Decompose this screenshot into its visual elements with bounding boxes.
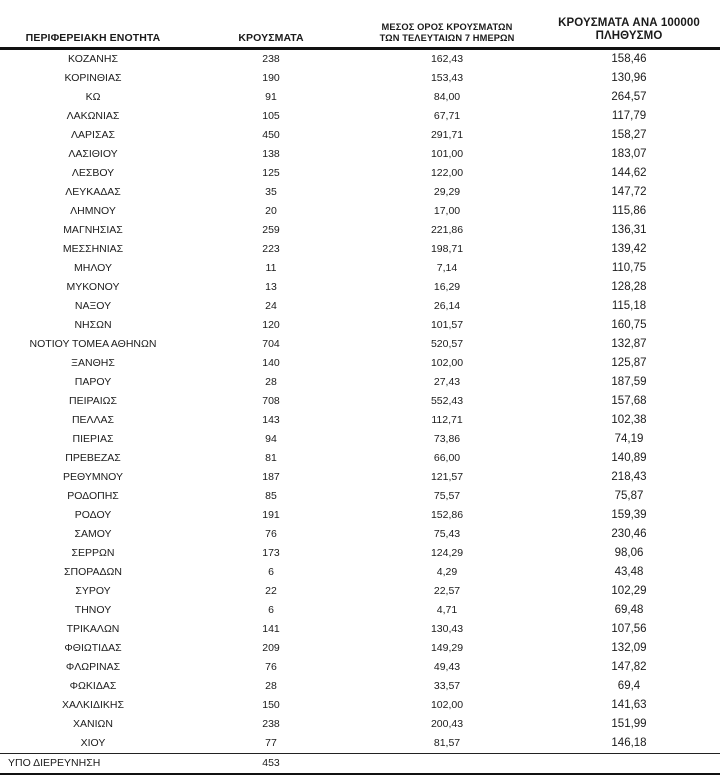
table-row (0, 677, 720, 696)
region-cell: ΛΑΣΙΘΙΟΥ (68, 148, 118, 160)
per100k-cell: 230,46 (611, 528, 647, 540)
region-cell: ΛΑΡΙΣΑΣ (71, 129, 115, 141)
per100k-cell: 139,42 (611, 243, 647, 255)
table-row (0, 107, 720, 126)
per100k-cell: 140,89 (611, 452, 647, 464)
per100k-cell: 74,19 (614, 433, 644, 445)
table-row (0, 126, 720, 145)
per100k-cell: 187,59 (611, 376, 647, 388)
table-row (0, 544, 720, 563)
region-cell: ΠΕΛΛΑΣ (71, 414, 115, 426)
cases-cell: 22 (265, 585, 277, 597)
region-cell: ΤΗΝΟΥ (74, 604, 112, 616)
table-row (0, 392, 720, 411)
region-cell: ΣΠΟΡΑΔΩΝ (64, 566, 122, 578)
avg7-cell: 122,00 (430, 167, 464, 179)
per100k-cell: 130,96 (611, 72, 647, 84)
header-region-label: ΠΕΡΙΦΕΡΕΙΑΚΗ ΕΝΟΤΗΤΑ (25, 31, 161, 44)
region-cell: ΜΗΛΟΥ (74, 262, 112, 274)
cases-cell: 85 (265, 490, 277, 502)
cases-cell: 143 (262, 414, 280, 426)
table-row (0, 164, 720, 183)
region-cell: ΛΗΜΝΟΥ (70, 205, 116, 217)
cases-cell: 76 (265, 528, 277, 540)
avg7-cell: 291,71 (430, 129, 464, 141)
per100k-cell: 218,43 (611, 471, 647, 483)
avg7-cell: 75,43 (433, 528, 461, 540)
region-cell: ΞΑΝΘΗΣ (71, 357, 115, 369)
per100k-cell (538, 754, 720, 775)
region-cell: ΛΕΣΒΟΥ (71, 167, 115, 179)
table-row (0, 69, 720, 88)
avg7-cell: 33,57 (433, 680, 461, 692)
per100k-cell: 141,63 (611, 699, 647, 711)
avg7-cell: 124,29 (430, 547, 464, 559)
cases-cell: 238 (262, 53, 280, 65)
table-row (0, 145, 720, 164)
cases-cell: 150 (262, 699, 280, 711)
table-row (0, 259, 720, 278)
cases-cell: 20 (265, 205, 277, 217)
region-cell: ΠΕΙΡΑΙΩΣ (69, 395, 117, 407)
avg7-cell: 81,57 (433, 737, 461, 749)
table-row (0, 601, 720, 620)
table-row (0, 278, 720, 297)
per100k-cell: 110,75 (611, 262, 647, 274)
cases-cell: 450 (262, 129, 280, 141)
table-row (0, 639, 720, 658)
table-row (0, 88, 720, 107)
header-avg7-line2: ΤΩΝ ΤΕΛΕΥΤΑΙΩΝ 7 ΗΜΕΡΩΝ (379, 33, 515, 44)
table-row (0, 373, 720, 392)
header-avg7-line1: ΜΕΣΟΣ ΟΡΟΣ ΚΡΟΥΣΜΑΤΩΝ (381, 22, 513, 33)
cases-cell: 191 (262, 509, 280, 521)
avg7-cell: 75,57 (433, 490, 461, 502)
per100k-cell: 264,57 (611, 91, 647, 103)
avg7-cell: 16,29 (433, 281, 461, 293)
avg7-cell: 66,00 (433, 452, 461, 464)
cases-cell: 77 (265, 737, 277, 749)
avg7-cell: 130,43 (430, 623, 464, 635)
region-cell: ΦΩΚΙΔΑΣ (69, 680, 117, 692)
per100k-cell: 132,87 (611, 338, 647, 350)
cases-cell: 125 (262, 167, 280, 179)
per100k-cell: 69,4 (617, 680, 641, 692)
per100k-cell: 144,62 (611, 167, 647, 179)
header-cases (186, 0, 356, 49)
table-row (0, 734, 720, 754)
region-cell: ΣΕΡΡΩΝ (71, 547, 115, 559)
table-row (0, 411, 720, 430)
region-cell: ΛΕΥΚΑΔΑΣ (65, 186, 121, 198)
per100k-cell: 98,06 (614, 547, 644, 559)
header-region (0, 0, 186, 49)
avg7-cell: 27,43 (433, 376, 461, 388)
region-cell: ΝΗΣΩΝ (74, 319, 112, 331)
cases-cell: 238 (262, 718, 280, 730)
table-row (0, 202, 720, 221)
avg7-cell: 73,86 (433, 433, 461, 445)
per100k-cell: 75,87 (614, 490, 644, 502)
per100k-cell: 157,68 (611, 395, 647, 407)
header-cases-label: ΚΡΟΥΣΜΑΤΑ (238, 31, 304, 44)
avg7-cell: 221,86 (430, 224, 464, 236)
table-row (0, 563, 720, 582)
cases-cell: 187 (262, 471, 280, 483)
table-row (0, 525, 720, 544)
cases-cell: 453 (186, 754, 356, 775)
table-row (0, 620, 720, 639)
avg7-cell: 4,29 (436, 566, 458, 578)
per100k-cell: 183,07 (611, 148, 647, 160)
avg7-cell: 520,57 (430, 338, 464, 350)
region-cell: ΠΑΡΟΥ (74, 376, 112, 388)
avg7-cell: 121,57 (430, 471, 464, 483)
table-body (0, 49, 720, 775)
region-cell: ΛΑΚΩΝΙΑΣ (66, 110, 120, 122)
avg7-cell: 152,86 (430, 509, 464, 521)
per100k-cell: 151,99 (611, 718, 647, 730)
per100k-cell: 159,39 (611, 509, 647, 521)
region-cell: ΧΙΟΥ (80, 737, 106, 749)
per100k-cell: 128,28 (611, 281, 647, 293)
per100k-cell: 147,82 (611, 661, 647, 673)
avg7-cell: 112,71 (431, 414, 463, 426)
per100k-cell: 43,48 (614, 566, 644, 578)
per100k-cell: 158,27 (611, 129, 647, 141)
cases-cell: 190 (262, 72, 280, 84)
avg7-cell: 102,00 (430, 357, 464, 369)
region-cell: ΚΩ (85, 91, 101, 103)
region-cell: ΠΡΕΒΕΖΑΣ (65, 452, 121, 464)
avg7-cell: 101,57 (430, 319, 464, 331)
cases-cell: 704 (262, 338, 280, 350)
region-cell: ΜΥΚΟΝΟΥ (66, 281, 120, 293)
cases-cell: 91 (265, 91, 277, 103)
per100k-cell: 115,86 (611, 205, 647, 217)
per100k-cell: 107,56 (611, 623, 647, 635)
region-cell: ΧΑΛΚΙΔΙΚΗΣ (62, 699, 124, 711)
table-row (0, 582, 720, 601)
table-row (0, 468, 720, 487)
avg7-cell: 153,43 (430, 72, 464, 84)
table-row (0, 449, 720, 468)
avg7-cell (356, 754, 538, 775)
region-cell: ΡΕΘΥΜΝΟΥ (62, 471, 123, 483)
header-row (0, 0, 720, 49)
footer-row (0, 754, 720, 775)
region-cell: ΦΘΙΩΤΙΔΑΣ (64, 642, 122, 654)
per100k-cell: 146,18 (611, 737, 647, 749)
cases-cell: 76 (265, 661, 277, 673)
cases-cell: 24 (265, 300, 277, 312)
per100k-cell: 136,31 (611, 224, 647, 236)
table-row (0, 316, 720, 335)
per100k-cell: 158,46 (611, 53, 647, 65)
per100k-cell: 160,75 (611, 319, 647, 331)
per100k-cell: 69,48 (614, 604, 644, 616)
region-cell: ΜΑΓΝΗΣΙΑΣ (63, 224, 123, 236)
per100k-cell: 117,79 (611, 110, 647, 122)
cases-cell: 708 (262, 395, 280, 407)
table-row (0, 658, 720, 677)
cases-cell: 28 (265, 680, 277, 692)
avg7-cell: 26,14 (433, 300, 461, 312)
table-row (0, 221, 720, 240)
region-cell: ΥΠΟ ΔΙΕΡΕΥΝΗΣΗ (0, 754, 186, 775)
region-cell: ΝΑΞΟΥ (74, 300, 112, 312)
region-cell: ΝΟΤΙΟΥ ΤΟΜΕΑ ΑΘΗΝΩΝ (29, 338, 157, 350)
cases-cell: 120 (262, 319, 280, 331)
region-cell: ΡΟΔΟΥ (74, 509, 112, 521)
region-cell: ΚΟΖΑΝΗΣ (68, 53, 118, 65)
table-row (0, 696, 720, 715)
region-cell: ΦΛΩΡΙΝΑΣ (65, 661, 121, 673)
cases-cell: 138 (262, 148, 280, 160)
table-row (0, 335, 720, 354)
cases-cell: 35 (265, 186, 277, 198)
cases-cell: 13 (265, 281, 277, 293)
cases-cell: 259 (262, 224, 280, 236)
cases-cell: 209 (262, 642, 280, 654)
table-row (0, 183, 720, 202)
header-avg7 (356, 0, 538, 49)
per100k-cell: 115,18 (611, 300, 647, 312)
cases-cell: 105 (262, 110, 280, 122)
table-row (0, 240, 720, 259)
header-per100k (538, 0, 720, 49)
region-cell: ΠΙΕΡΙΑΣ (72, 433, 114, 445)
header-per100k-line2: ΠΛΗΘΥΣΜΟ (595, 30, 663, 43)
table-header (0, 0, 720, 49)
cases-cell: 94 (265, 433, 277, 445)
table-row (0, 430, 720, 449)
avg7-cell: 29,29 (433, 186, 461, 198)
avg7-cell: 552,43 (430, 395, 464, 407)
cases-cell: 11 (265, 262, 277, 274)
avg7-cell: 84,00 (433, 91, 461, 103)
avg7-cell: 4,71 (436, 604, 458, 616)
per100k-cell: 102,38 (611, 414, 647, 426)
cases-cell: 223 (262, 243, 280, 255)
cases-cell: 28 (265, 376, 277, 388)
cases-cell: 6 (268, 604, 274, 616)
avg7-cell: 102,00 (430, 699, 464, 711)
region-cell: ΧΑΝΙΩΝ (73, 718, 113, 730)
table-row (0, 354, 720, 373)
cases-cell: 81 (265, 452, 277, 464)
region-cell: ΣΑΜΟΥ (74, 528, 112, 540)
per100k-cell: 125,87 (611, 357, 647, 369)
per100k-cell: 147,72 (611, 186, 647, 198)
avg7-cell: 101,00 (430, 148, 464, 160)
cases-cell: 6 (268, 566, 274, 578)
avg7-cell: 200,43 (430, 718, 464, 730)
table-row (0, 297, 720, 316)
avg7-cell: 198,71 (430, 243, 464, 255)
avg7-cell: 162,43 (430, 53, 464, 65)
table-row (0, 49, 720, 70)
region-cell: ΣΥΡΟΥ (75, 585, 111, 597)
avg7-cell: 67,71 (433, 110, 461, 122)
table-row (0, 487, 720, 506)
header-per100k-line1: ΚΡΟΥΣΜΑΤΑ ΑΝΑ 100000 (558, 16, 700, 29)
avg7-cell: 17,00 (433, 205, 461, 217)
region-cell: ΤΡΙΚΑΛΩΝ (66, 623, 120, 635)
table-row (0, 715, 720, 734)
region-cell: ΜΕΣΣΗΝΙΑΣ (62, 243, 124, 255)
cases-cell: 140 (262, 357, 280, 369)
region-cell: ΡΟΔΟΠΗΣ (67, 490, 119, 502)
cases-cell: 173 (262, 547, 280, 559)
per100k-cell: 132,09 (611, 642, 647, 654)
avg7-cell: 22,57 (433, 585, 461, 597)
avg7-cell: 49,43 (433, 661, 461, 673)
per100k-cell: 102,29 (611, 585, 647, 597)
avg7-cell: 149,29 (430, 642, 464, 654)
avg7-cell: 7,14 (436, 262, 458, 274)
region-cell: ΚΟΡΙΝΘΙΑΣ (64, 72, 122, 84)
cases-cell: 141 (262, 623, 280, 635)
table-row (0, 506, 720, 525)
